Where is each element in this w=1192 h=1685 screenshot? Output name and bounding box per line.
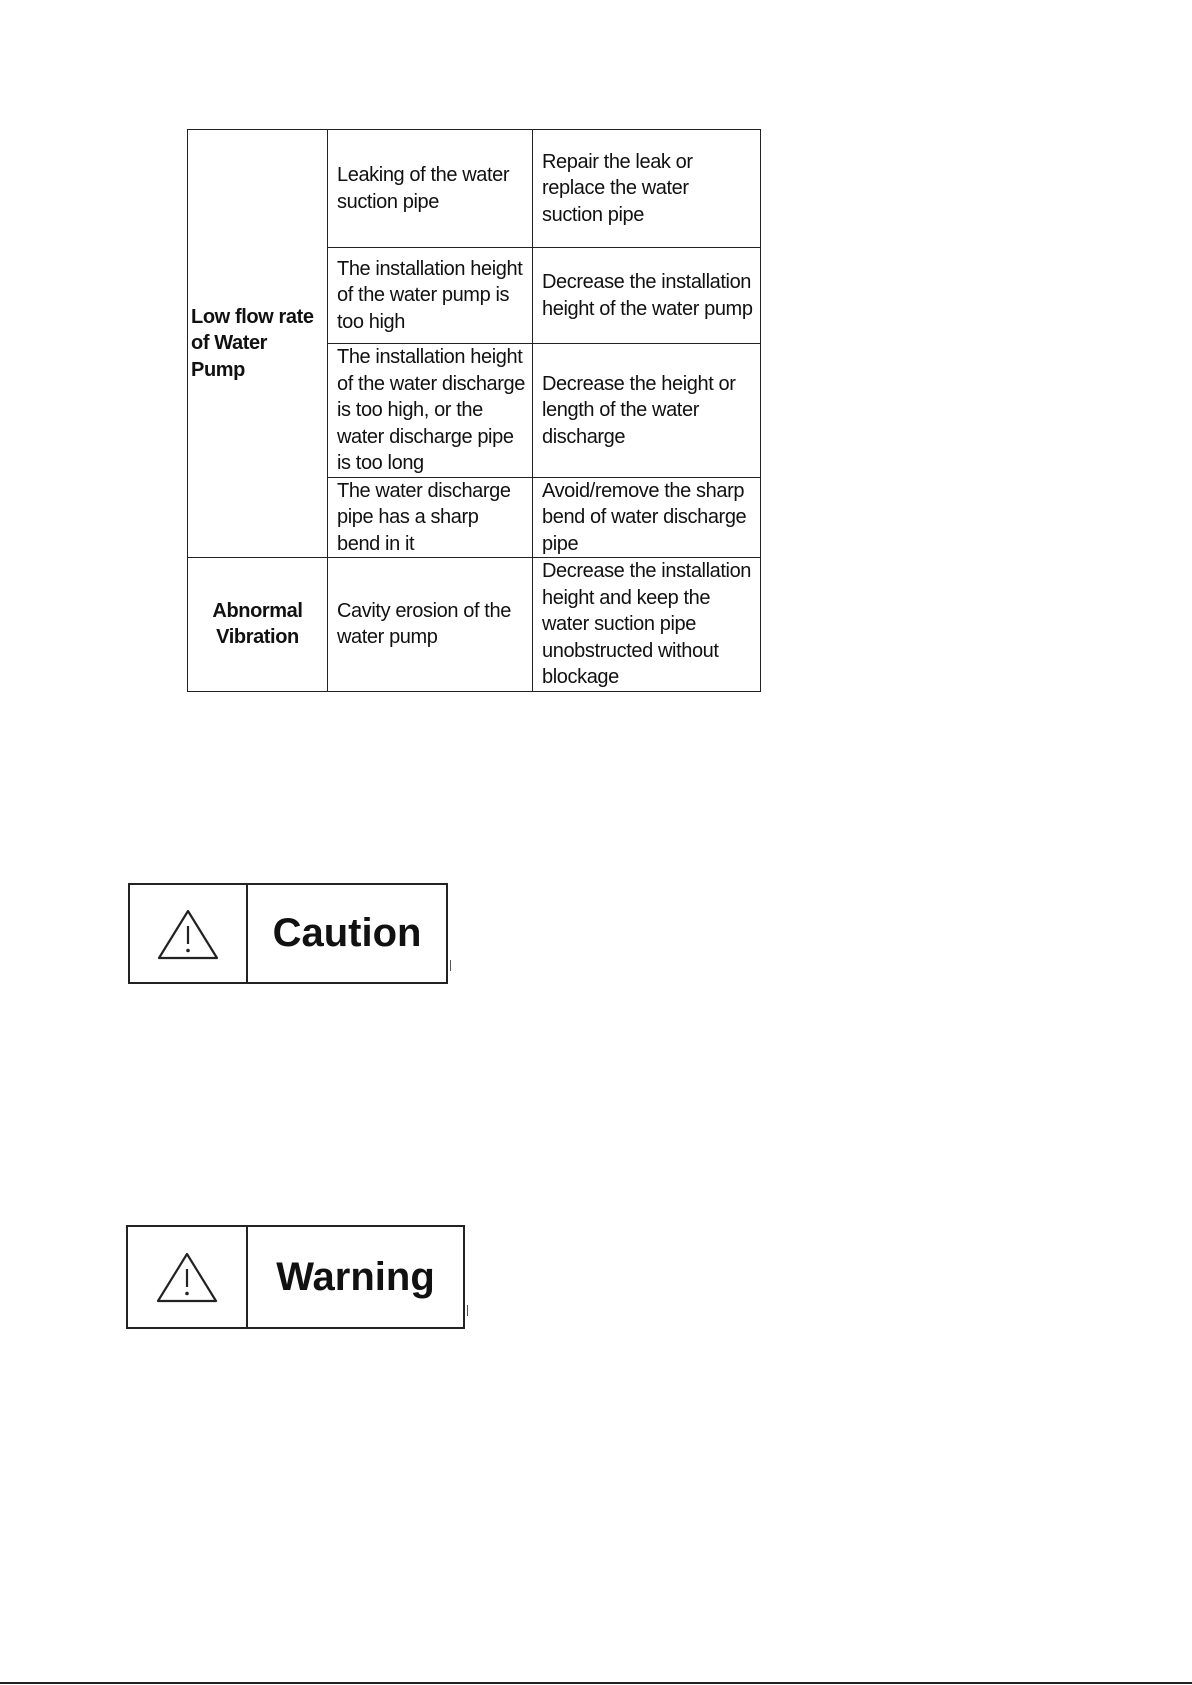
remedy-text: Repair the leak or replace the water suction pipe: [542, 150, 693, 226]
table-row: [188, 130, 761, 248]
cause-text: The water discharge pipe has a sharp bend in it: [337, 479, 511, 555]
remedy-text: Decrease the height or length of the water discharge: [542, 372, 736, 448]
warning-triangle-icon: [154, 1249, 220, 1305]
caution-text: Caution: [272, 911, 422, 955]
troubleshooting-table: [187, 129, 761, 692]
warning-triangle-icon: [155, 906, 221, 962]
cause-text: Leaking of the water suction pipe: [337, 164, 510, 213]
warning-tick-mark: [467, 1305, 468, 1316]
cause-cell: [328, 248, 533, 344]
fault-cell: [188, 558, 328, 692]
remedy-text: Decrease the installation height and keep the water suction pipe unobstructed without blockage: [542, 560, 752, 688]
warning-icon-cell: [128, 1227, 248, 1327]
fault-text: Low flow rate of Water Pump: [191, 305, 314, 381]
cause-text: The installation height of the water discharge is too high, or the water discharge pipe is too long: [337, 346, 525, 474]
caution-label: [128, 883, 448, 984]
fault-text: Abnormal Vibration: [212, 599, 303, 649]
page-bottom-rule: [0, 1682, 1192, 1684]
remedy-cell: [533, 558, 761, 692]
warning-label: [126, 1225, 465, 1329]
cause-cell: [328, 344, 533, 478]
remedy-text: Avoid/remove the sharp bend of water discharge pipe: [542, 479, 747, 555]
fault-cell: [188, 130, 328, 558]
warning-text: Warning: [276, 1254, 435, 1299]
cause-cell: [328, 558, 533, 692]
cause-cell: [328, 130, 533, 248]
remedy-cell: [533, 130, 761, 248]
caution-icon-cell: [130, 885, 248, 982]
cause-text: The installation height of the water pump is too high: [337, 257, 523, 333]
caution-tick-mark: [450, 960, 451, 971]
table-row: [188, 558, 761, 692]
remedy-cell: [533, 477, 761, 558]
remedy-text: Decrease the installation height of the water pump: [542, 271, 753, 320]
cause-text: Cavity erosion of the water pump: [337, 599, 511, 649]
cause-cell: [328, 477, 533, 558]
remedy-cell: [533, 248, 761, 344]
remedy-cell: [533, 344, 761, 478]
